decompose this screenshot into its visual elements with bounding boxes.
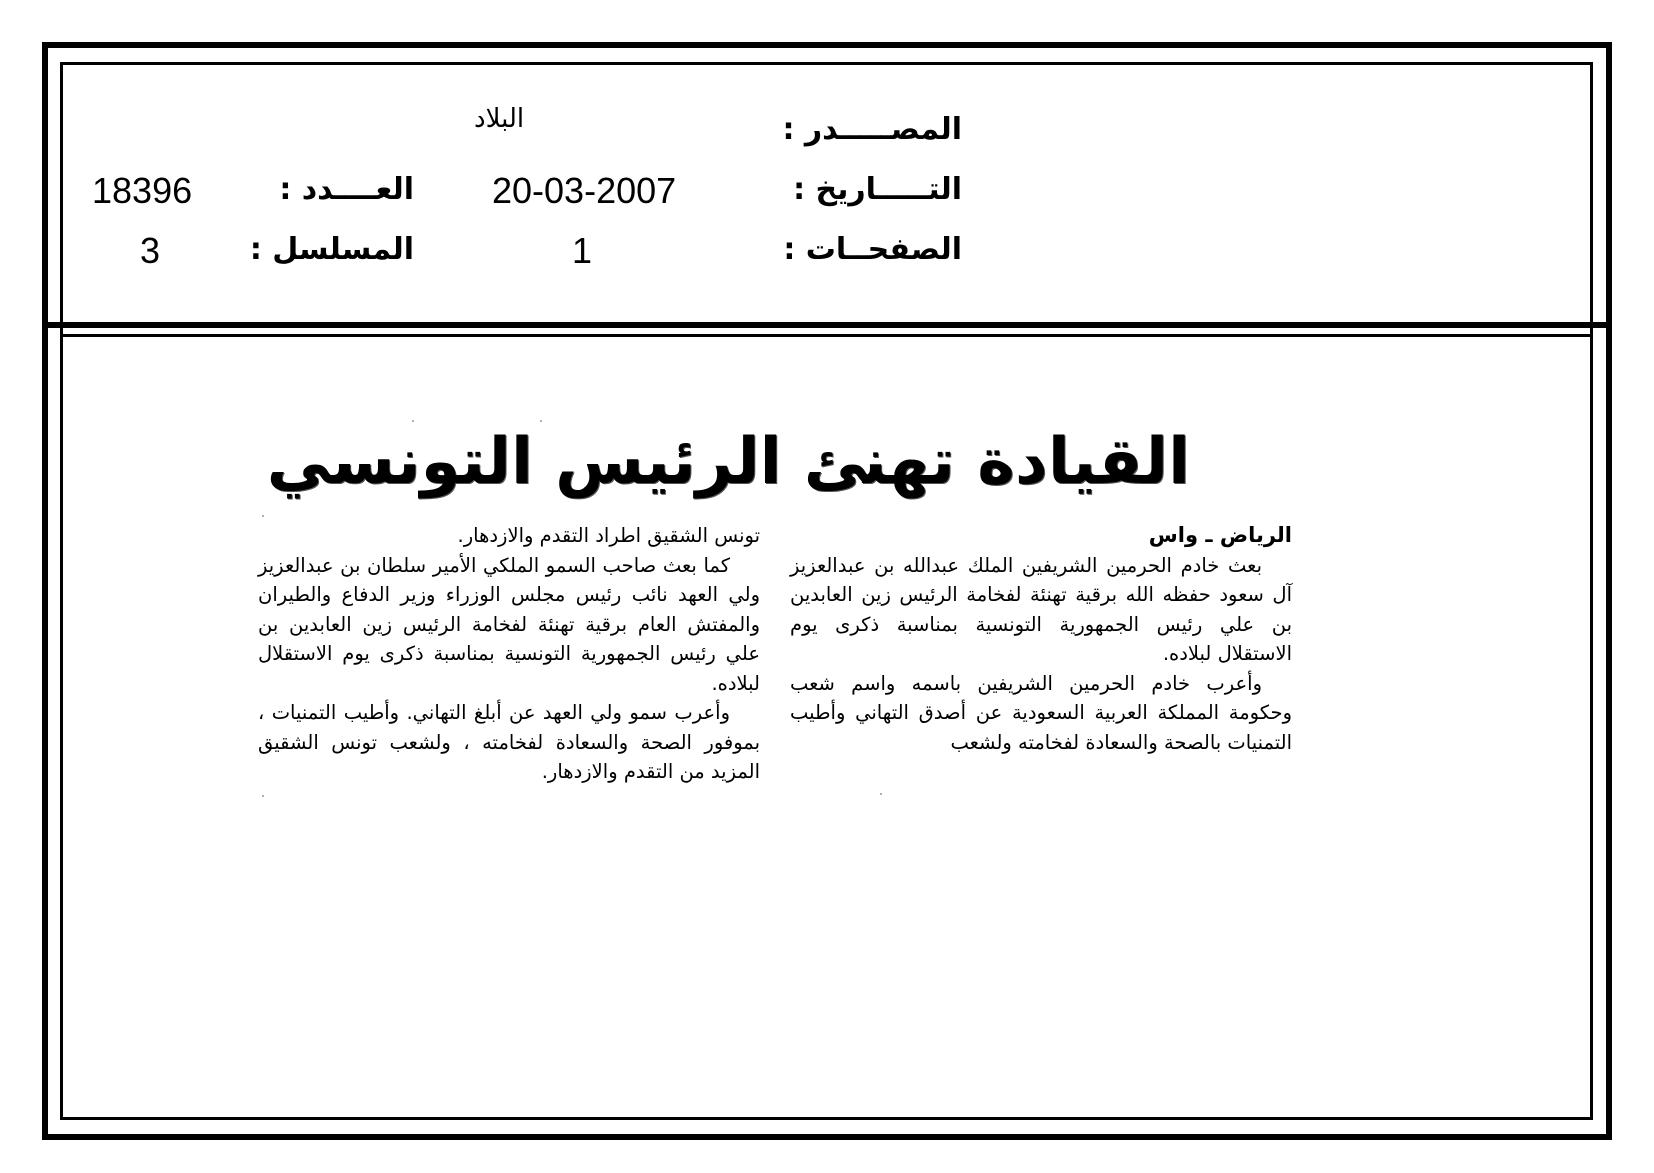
serial-label: المسلسل : — [249, 232, 414, 267]
paragraph: وأعرب خادم الحرمين الشريفين باسمه واسم شعب وحكومة المملكة العربية السعودية عن أصدق التهاني وأطيب التمنيات بالصحة والسعادة لفخامته ولشعب — [790, 671, 1292, 754]
paragraph: تونس الشقيق اطراد التقدم والازدهار. — [457, 524, 760, 547]
header-divider-thick — [42, 322, 1612, 328]
scan-speck — [262, 795, 264, 797]
article-column-right — [790, 521, 1292, 757]
paragraph: بعث خادم الحرمين الشريفين الملك عبدالله بن عبدالعزيز آل سعود حفظه الله برقية تهنئة لفخامة الرئيس زين العابدين بن علي رئيس الجمهورية التونسية بمناسبة ذكرى يوم الاستقلال لبلاده. — [790, 553, 1292, 665]
paragraph: كما بعث صاحب السمو الملكي الأمير سلطان بن عبدالعزيز ولي العهد نائب رئيس مجلس الوزراء وزير الدفاع والطيران والمفتش العام برقية تهنئة لفخامة الرئيس زين العابدين بن علي رئيس الجمهورية التونسية بمناسبة ذكرى يوم الاستقلال لبلاده. — [258, 553, 760, 695]
scan-speck — [262, 515, 264, 517]
date-label: التـــــاريخ : — [793, 172, 962, 207]
scan-speck — [540, 420, 542, 422]
paragraph: وأعرب سمو ولي العهد عن أبلغ التهاني. وأطيب التمنيات ، بموفور الصحة والسعادة لفخامته ، ولشعب تونس الشقيق المزيد من التقدم والازدهار. — [258, 701, 760, 783]
serial-value: 3 — [140, 230, 161, 271]
pages-label: الصفحــات : — [783, 232, 962, 267]
issue-label: العــــدد : — [279, 172, 414, 207]
article-column-left — [258, 521, 760, 787]
issue-value: 18396 — [92, 170, 193, 211]
pages-value: 1 — [572, 230, 593, 271]
source-label: المصـــــدر : — [782, 112, 962, 147]
article-dateline: الرياض ـ واس — [1148, 523, 1292, 547]
scan-speck — [880, 793, 882, 795]
date-value: 20-03-2007 — [492, 170, 677, 211]
source-value: البلاد — [474, 104, 525, 134]
scan-speck — [412, 420, 414, 422]
article-headline: القيادة تهنئ الرئيس التونسي — [266, 425, 1190, 499]
header-divider-thin — [60, 334, 1593, 337]
